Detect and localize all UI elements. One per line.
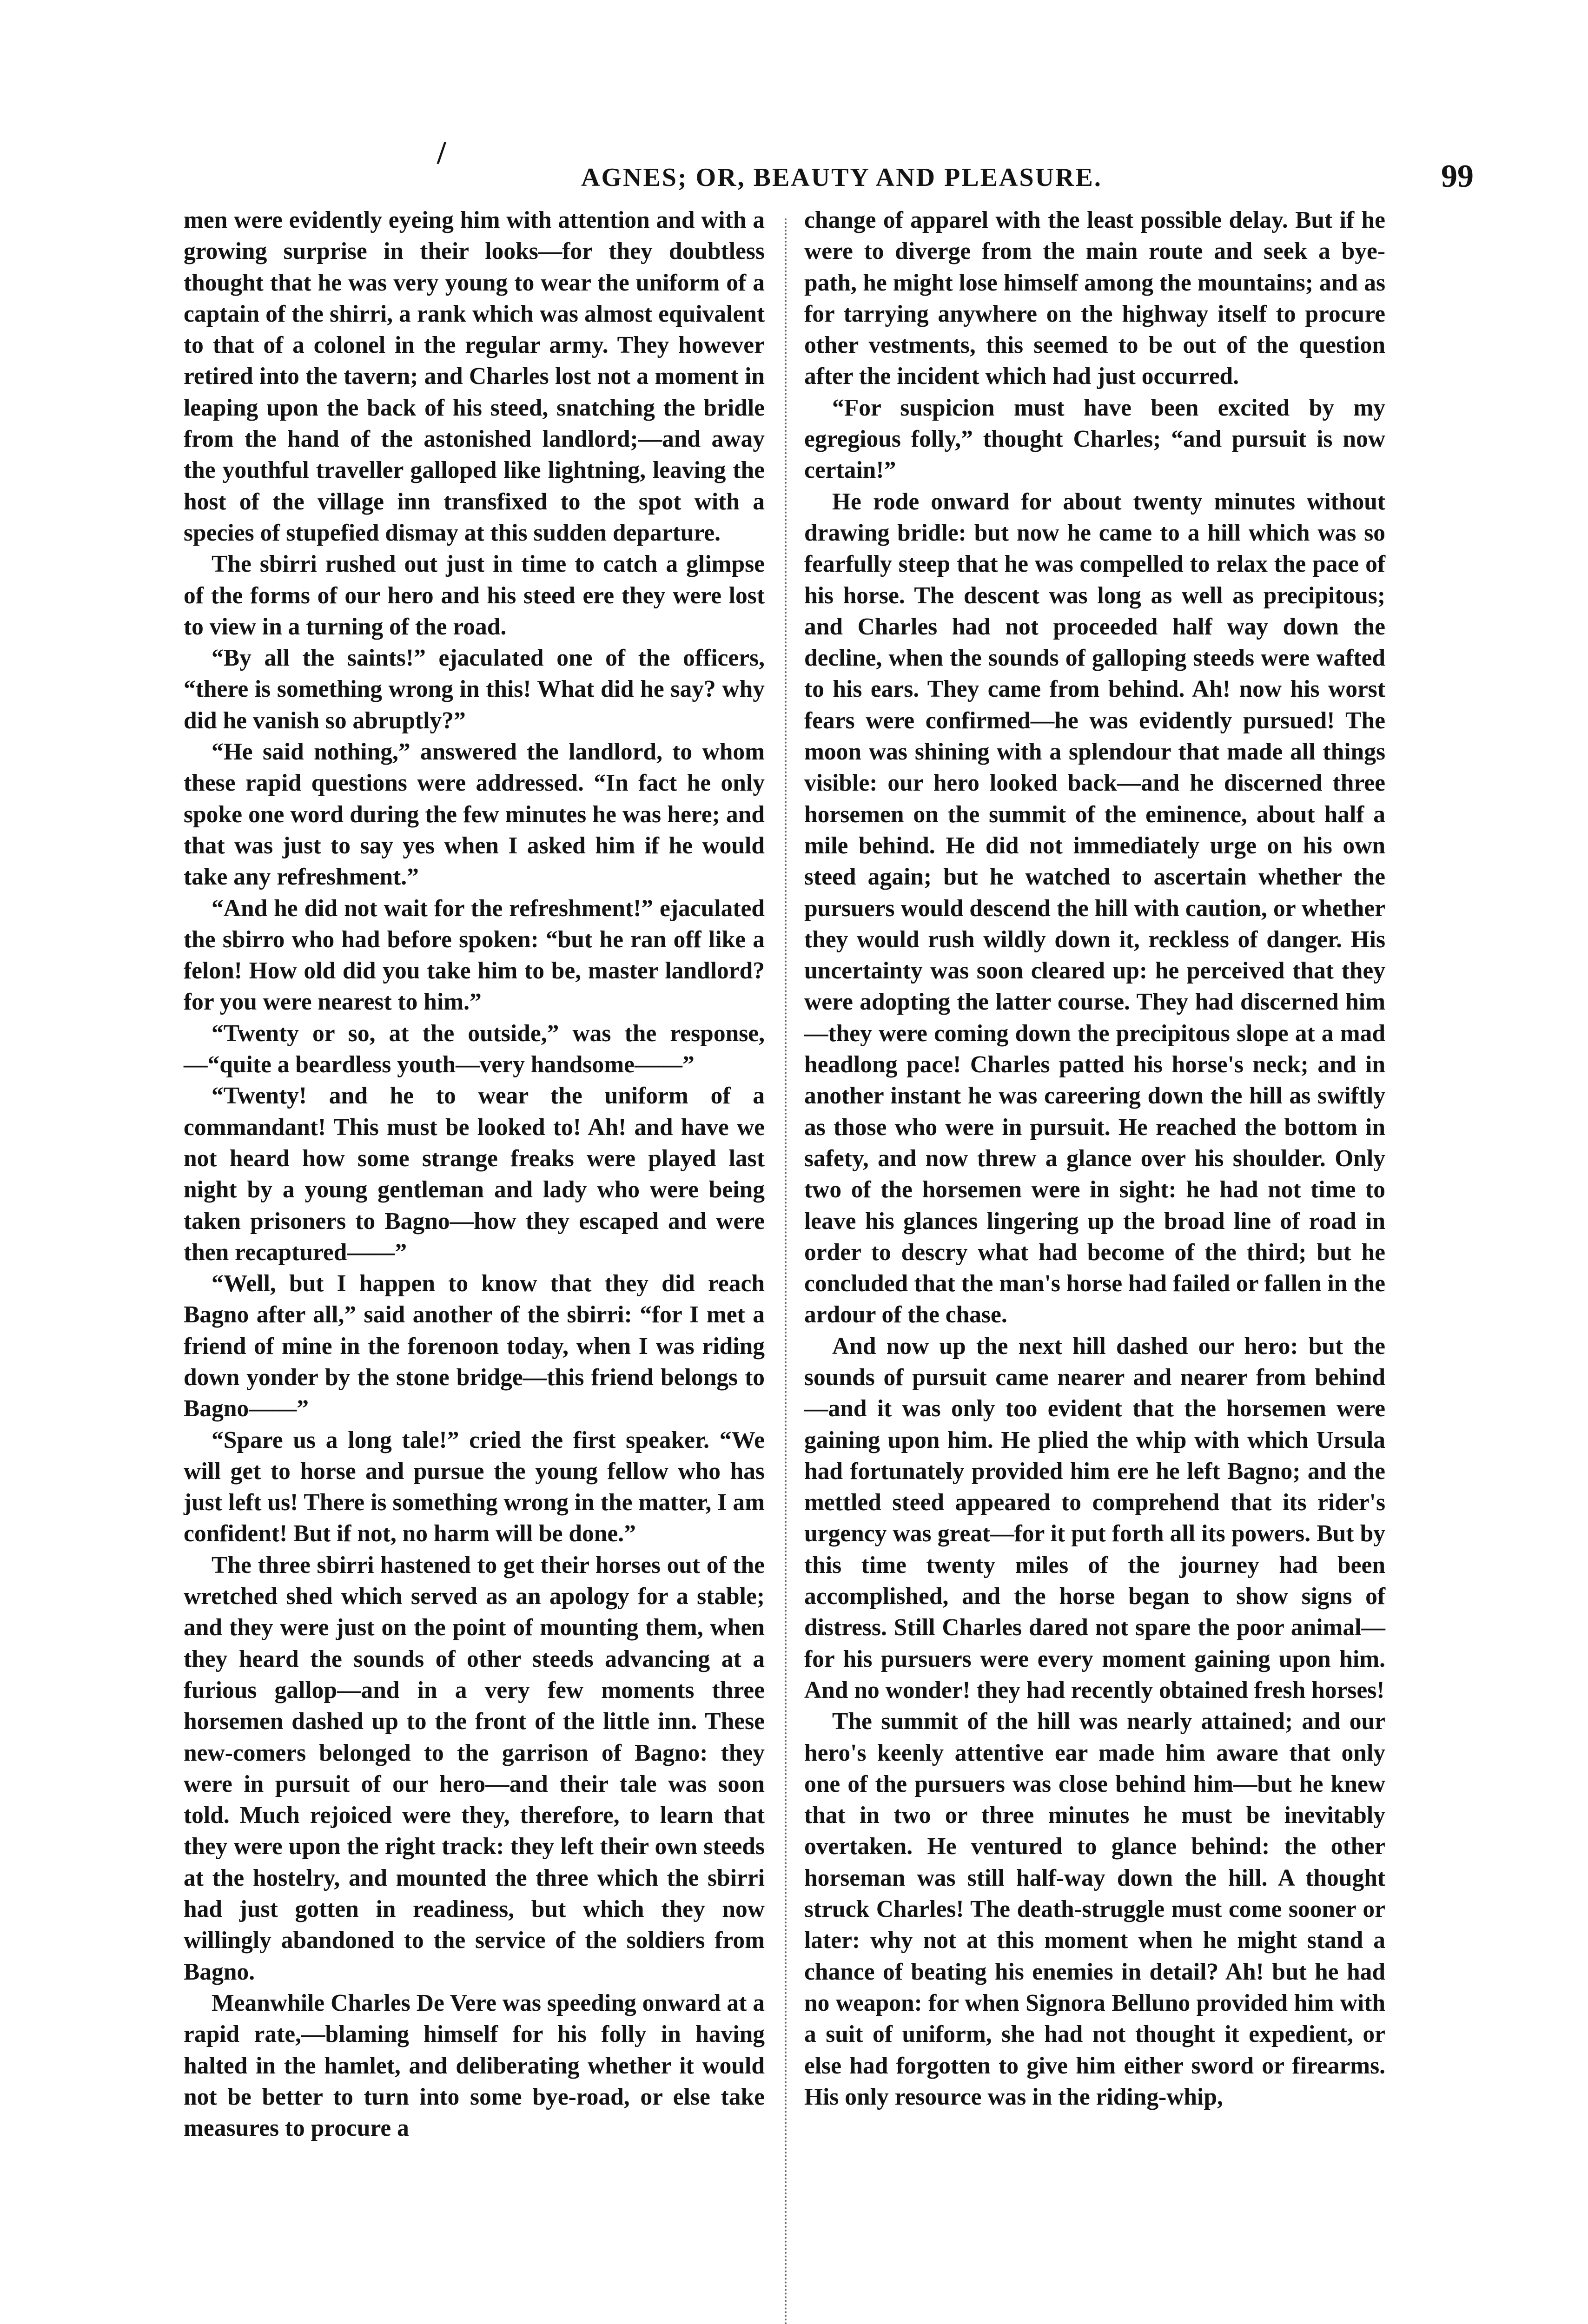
header-mark: / — [437, 135, 446, 171]
paragraph: He rode onward for about twenty minutes without drawing bridle: but now he came to a hill which was so fearfully steep that he was compelled to relax the pace of his horse. The descent was long as well as precipitous; and Charles had not proceeded half way down the decline, when the sounds of galloping steeds were wafted to his ears. They came from behind. Ah! now his worst fears were confirmed—he was evidently pursued! The moon was shining with a splendour that made all things visible: our hero looked back—and he discerned three horsemen on the summit of the eminence, about half a mile behind. He did not immediately urge on his own steed again; but he watched to ascertain whether the pursuers would descend the hill with caution, or whether they would rush wildly down it, reckless of danger. His uncertainty was soon cleared up: he perceived that they were adopting the latter course. They had discerned him—they were coming down the precipitous slope at a mad headlong pace! Charles patted his horse's neck; and in another instant he was careering down the hill as swiftly as those who were in pursuit. He reached the bottom in safety, and now threw a glance over his shoulder. Only two of the horsemen were in sight: he had not time to leave his glances lingering up the broad line of road in order to descry what had become of the third; but he concluded that the man's horse had failed or fallen in the ardour of the chase. — [804, 488, 1385, 1328]
paragraph: The sbirri rushed out just in time to catch a glimpse of the forms of our hero and his steed ere they were lost to view in a turning of the road. — [184, 551, 765, 640]
paragraph: “For suspicion must have been excited by my egregious folly,” thought Charles; “and pursuit is now certain!” — [804, 394, 1385, 484]
page-header — [0, 135, 1588, 195]
paragraph: “By all the saints!” ejaculated one of the officers, “there is something wrong in this! What did he say? why did he vanish so abruptly?” — [184, 645, 765, 734]
left-column — [184, 205, 765, 2324]
paragraph: “Twenty! and he to wear the uniform of a commandant! This must be looked to! Ah! and have we not heard how some strange freaks were played last night by a young gentleman and lady who were being taken prisoners to Bagno—how they escaped and were then recaptured——” — [184, 1083, 765, 1266]
right-column — [804, 205, 1385, 2324]
running-title: AGNES; OR, BEAUTY AND PLEASURE. — [581, 163, 1102, 192]
page-number: 99 — [1441, 158, 1474, 194]
paragraph: “He said nothing,” answered the landlord, to whom these rapid questions were addressed. “In fact he only spoke one word during the few minutes he was here; and that was just to say yes when I asked him if he would take any refreshment.” — [184, 739, 765, 891]
paragraph: The three sbirri hastened to get their horses out of the wretched shed which served as an apology for a stable; and they were just on the point of mounting them, when they heard the sounds of other steeds advancing at a furious gallop—and in a very few moments three horsemen dashed up to the front of the little inn. These new-comers belonged to the garrison of Bagno: they were in pursuit of our hero—and their tale was soon told. Much rejoiced were they, therefore, to learn that they were upon the right track: they left their own steeds at the hostelry, and mounted the three which the sbirri had just gotten in readiness, but which they now willingly abandoned to the service of the soldiers from Bagno. — [184, 1552, 765, 1985]
paragraph: Meanwhile Charles De Vere was speeding onward at a rapid rate,—blaming himself for his folly in having halted in the hamlet, and deliberating whether it would not be better to turn into some bye-road, or else take measures to procure a — [184, 1989, 765, 2142]
paragraph: The summit of the hill was nearly attained; and our hero's keenly attentive ear made him aware that only one of the pursuers was close behind him—but he knew that in two or three minutes he must be inevitably overtaken. He ventured to glance behind: the other horseman was still half-way down the hill. A thought struck Charles! The death-struggle must come sooner or later: why not at this moment when he might stand a chance of beating his enemies in detail? Ah! but he had no weapon: for when Signora Belluno provided him with a suit of uniform, she had not thought it expedient, or else had forgotten to give him either sword or firearms. His only resource was in the riding-whip, — [804, 1708, 1385, 2110]
paragraph: “Twenty or so, at the outside,” was the response,—“quite a beardless youth—very handsome——” — [184, 1020, 765, 1078]
paragraph: “Spare us a long tale!” cried the first speaker. “We will get to horse and pursue the young fellow who has just left us! There is something wrong in the matter, I am confident! But if not, no harm will be done.” — [184, 1426, 765, 1547]
column-divider — [785, 218, 787, 2324]
paragraph: And now up the next hill dashed our hero: but the sounds of pursuit came nearer and nearer from behind—and it was only too evident that the horsemen were gaining upon him. He plied the whip with which Ursula had fortunately provided him ere he left Bagno; and the mettled steed appeared to comprehend that its rider's urgency was great—for it put forth all its powers. But by this time twenty miles of the journey had been accomplished, and the horse began to show signs of distress. Still Charles dared not spare the poor animal—for his pursuers were every moment gaining upon him. And no wonder! they had recently obtained fresh horses! — [804, 1333, 1385, 1703]
paragraph: “Well, but I happen to know that they did reach Bagno after all,” said another of the sbirri: “for I met a friend of mine in the forenoon today, when I was riding down yonder by the stone bridge—this friend belongs to Bagno——” — [184, 1270, 765, 1422]
paragraph: “And he did not wait for the refreshment!” ejaculated the sbirro who had before spoken: “but he ran off like a felon! How old did you take him to be, master landlord? for you were nearest to him.” — [184, 895, 765, 1016]
paragraph: change of apparel with the least possible delay. But if he were to diverge from the main route and seek a bye-path, he might lose himself among the mountains; and as for tarrying anywhere on the highway itself to procure other vestments, this seemed to be out of the question after the incident which had just occurred. — [804, 207, 1385, 390]
paragraph: men were evidently eyeing him with attention and with a growing surprise in their looks—for they doubtless thought that he was very young to wear the uniform of a captain of the shirri, a rank which was almost equivalent to that of a colonel in the regular army. They however retired into the tavern; and Charles lost not a moment in leaping upon the back of his steed, snatching the bridle from the hand of the astonished landlord;—and away the youthful traveller galloped like lightning, leaving the host of the village inn transfixed to the spot with a species of stupefied dismay at this sudden departure. — [184, 207, 765, 546]
